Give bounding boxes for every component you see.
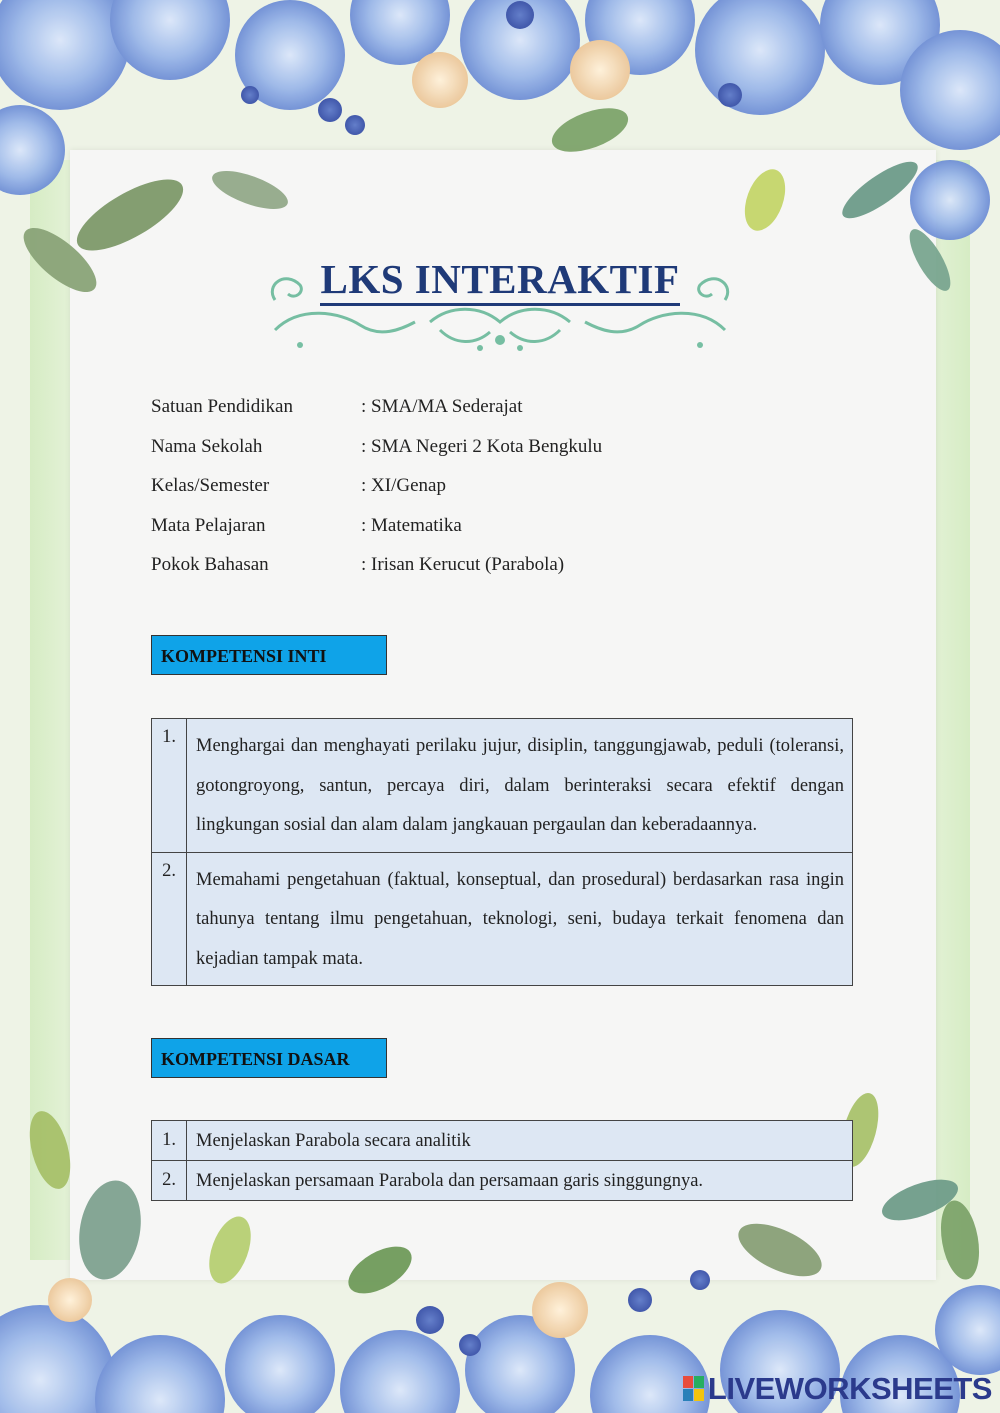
info-label: Kelas/Semester	[151, 475, 270, 496]
info-value: : Matematika	[361, 514, 462, 536]
row-number: 2.	[152, 1161, 187, 1201]
liveworksheets-logo-icon	[683, 1376, 705, 1402]
info-value: : SMA Negeri 2 Kota Bengkulu	[361, 435, 603, 457]
row-number: 2.	[152, 852, 187, 986]
page-title: LKS INTERAKTIF	[320, 255, 679, 306]
title-block	[250, 255, 750, 375]
info-value: : XI/Genap	[361, 475, 446, 496]
kompetensi-dasar-heading: KOMPETENSI DASAR	[151, 1038, 387, 1078]
info-row	[151, 475, 602, 515]
watermark-text: LIVEWORKSHEETS	[707, 1371, 992, 1406]
kompetensi-dasar-table	[151, 1120, 853, 1201]
info-label: Pokok Bahasan	[151, 554, 269, 575]
kompetensi-inti-heading: KOMPETENSI INTI	[151, 635, 387, 675]
info-label: Satuan Pendidikan	[151, 396, 293, 417]
info-label: Nama Sekolah	[151, 435, 263, 457]
info-row	[151, 436, 602, 476]
info-value: : Irisan Kerucut (Parabola)	[361, 554, 565, 575]
info-row	[151, 554, 602, 594]
info-label: Mata Pelajaran	[151, 514, 266, 536]
table-row	[152, 1161, 853, 1201]
info-row	[151, 396, 602, 436]
row-text: Menjelaskan persamaan Parabola dan persamaan garis singgungnya.	[187, 1161, 853, 1201]
info-value: : SMA/MA Sederajat	[361, 396, 523, 417]
table-row	[152, 719, 853, 853]
row-number: 1.	[152, 1121, 187, 1161]
identity-info	[151, 396, 602, 594]
kompetensi-inti-table	[151, 718, 853, 986]
liveworksheets-watermark[interactable]	[683, 1371, 992, 1407]
table-row	[152, 852, 853, 986]
row-text: Memahami pengetahuan (faktual, konseptual, dan prosedural) berdasarkan rasa ingin tahunya tentang ilmu pengetahuan, teknologi, seni, budaya terkait fenomena dan kejadian tampak mata.	[187, 852, 853, 986]
row-number: 1.	[152, 719, 187, 853]
table-row	[152, 1121, 853, 1161]
row-text: Menjelaskan Parabola secara analitik	[187, 1121, 853, 1161]
row-text: Menghargai dan menghayati perilaku jujur, disiplin, tanggungjawab, peduli (toleransi, gotongroyong, santun, percaya diri, dalam berinteraksi secara efektif dengan lingkungan sosial dan alam dalam jangkauan pergaulan dan keberadaannya.	[187, 719, 853, 853]
info-row	[151, 515, 602, 555]
